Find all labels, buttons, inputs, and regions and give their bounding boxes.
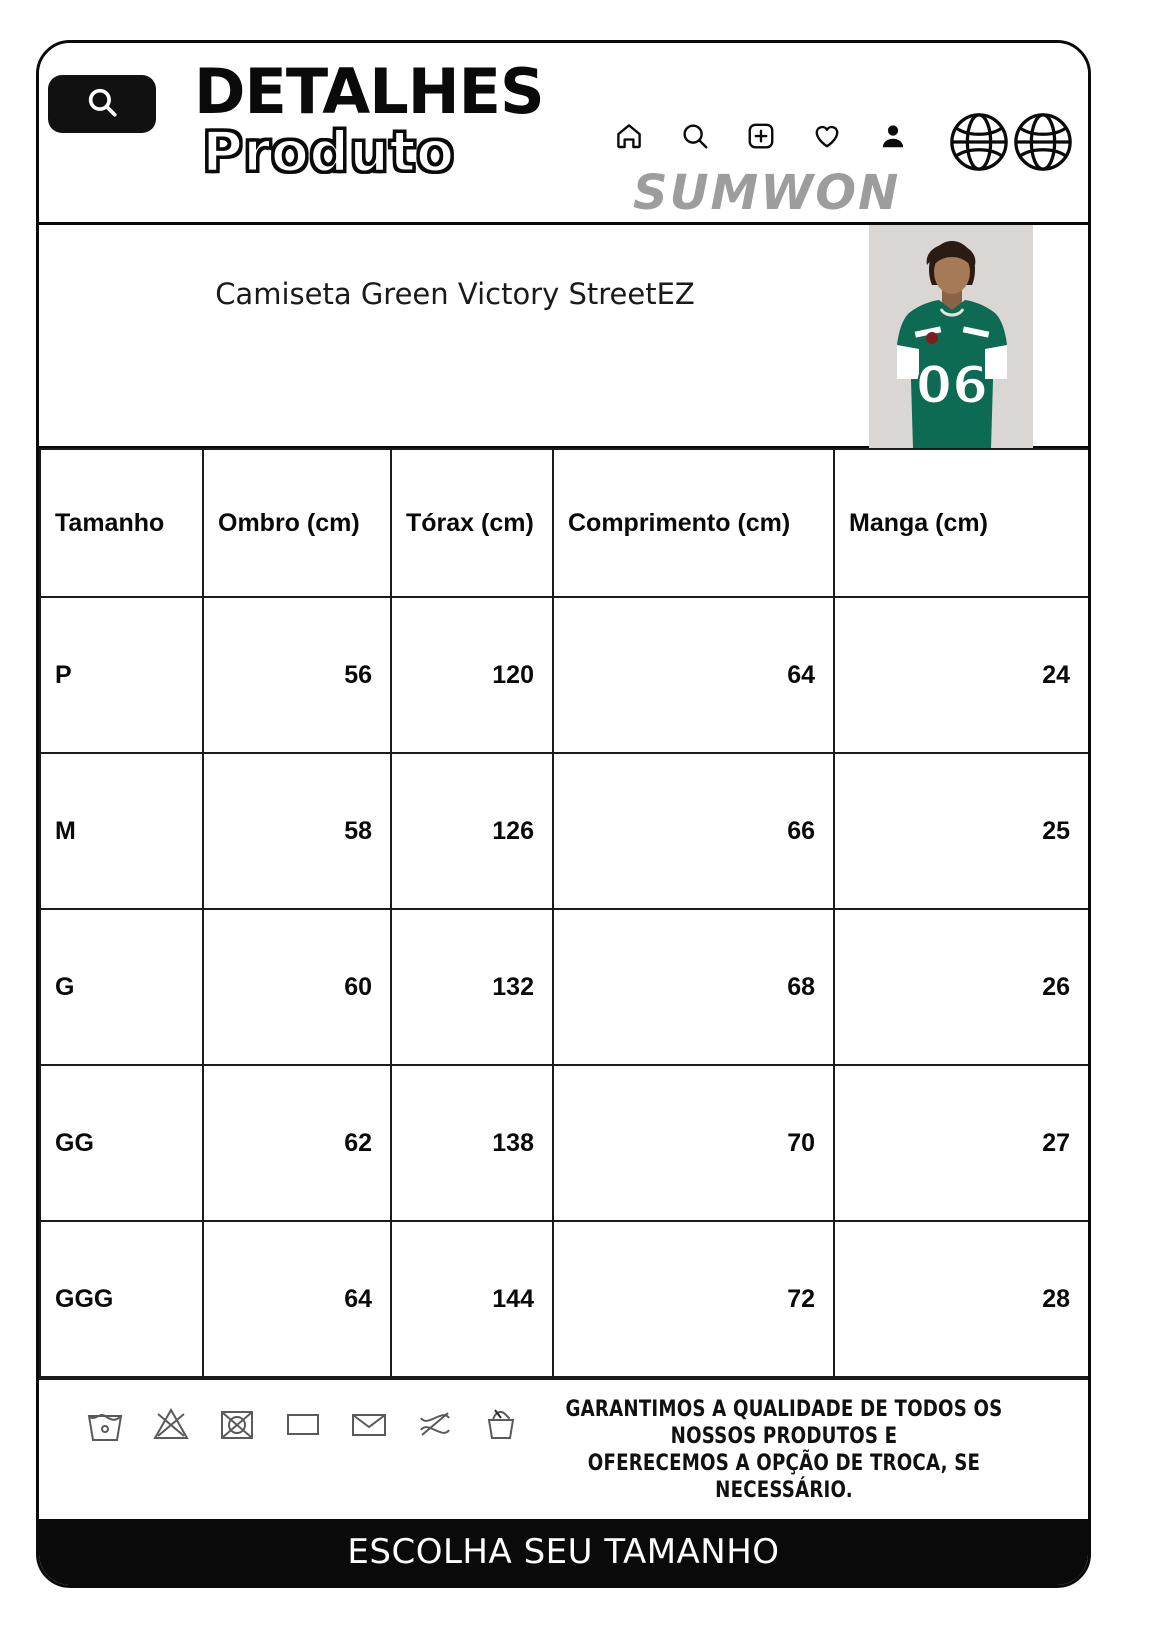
wash-icon [83,1402,127,1451]
cell-torax: 138 [391,1065,553,1221]
header [39,43,1088,225]
size-table-section [39,448,1088,1378]
search-icon [85,85,119,124]
column-header-comprimento: Comprimento (cm) [553,449,834,597]
guarantee-line-1: GARANTIMOS A QUALIDADE DE TODOS OS NOSSOS PRODUTOS E [565,1397,1003,1449]
search-icon[interactable] [680,121,710,151]
guarantee-line-2: OFERECEMOS A OPÇÃO DE TROCA, SE NECESSÁRIO. [587,1451,981,1503]
table-row[interactable] [40,753,1089,909]
guarantee-text [522,1396,1046,1504]
table-row[interactable] [40,1221,1089,1377]
detail-card [36,40,1091,1588]
globe-icon [1012,111,1074,178]
size-table [39,448,1090,1378]
cell-ombro: 56 [203,597,391,753]
cell-size: M [40,753,203,909]
cell-comprimento: 68 [553,909,834,1065]
product-section [39,225,1088,448]
search-button[interactable] [48,75,156,133]
hand-wash-icon [479,1402,523,1451]
care-instructions-icons [83,1402,523,1451]
column-header-torax: Tórax (cm) [391,449,553,597]
column-header-manga: Manga (cm) [834,449,1089,597]
profile-icon[interactable] [878,121,908,151]
product-photo [869,225,1033,448]
column-header-ombro: Ombro (cm) [203,449,391,597]
globe-icon-group [948,111,1074,178]
no-bleach-icon [149,1402,193,1451]
cell-torax: 126 [391,753,553,909]
table-row[interactable] [40,1065,1089,1221]
cell-ombro: 58 [203,753,391,909]
cell-comprimento: 66 [553,753,834,909]
cell-torax: 120 [391,597,553,753]
logo [164,55,594,185]
cell-comprimento: 70 [553,1065,834,1221]
do-not-wring-icon [413,1402,457,1451]
cell-size: GG [40,1065,203,1221]
cell-torax: 132 [391,909,553,1065]
iron-low-icon [281,1402,325,1451]
nav-icon-row [614,121,908,151]
add-post-icon[interactable] [746,121,776,151]
cell-manga: 28 [834,1221,1089,1377]
logo-line-detalhes: DETALHES [194,55,544,128]
table-row[interactable] [40,909,1089,1065]
cell-size: P [40,597,203,753]
cell-manga: 26 [834,909,1089,1065]
cell-manga: 25 [834,753,1089,909]
home-icon[interactable] [614,121,644,151]
cell-comprimento: 72 [553,1221,834,1377]
svg-text:06: 06 [915,356,989,416]
cell-ombro: 62 [203,1065,391,1221]
cell-comprimento: 64 [553,597,834,753]
product-title: Camiseta Green Victory StreetEZ [215,277,695,311]
cell-ombro: 60 [203,909,391,1065]
no-dry-clean-icon [347,1402,391,1451]
globe-icon [948,111,1010,178]
no-tumble-dry-icon [215,1402,259,1451]
table-header-row [40,449,1089,597]
cell-size: GGG [40,1221,203,1377]
cell-size: G [40,909,203,1065]
column-header-tamanho: Tamanho [40,449,203,597]
choose-size-button[interactable]: ESCOLHA SEU TAMANHO [39,1519,1088,1585]
table-row[interactable] [40,597,1089,753]
cell-manga: 27 [834,1065,1089,1221]
heart-icon[interactable] [812,121,842,151]
footer [39,1378,1088,1503]
cell-torax: 144 [391,1221,553,1377]
cell-manga: 24 [834,597,1089,753]
brand-name: SUMWON [633,165,901,221]
cell-ombro: 64 [203,1221,391,1377]
logo-line-produto: Produto [202,120,455,185]
